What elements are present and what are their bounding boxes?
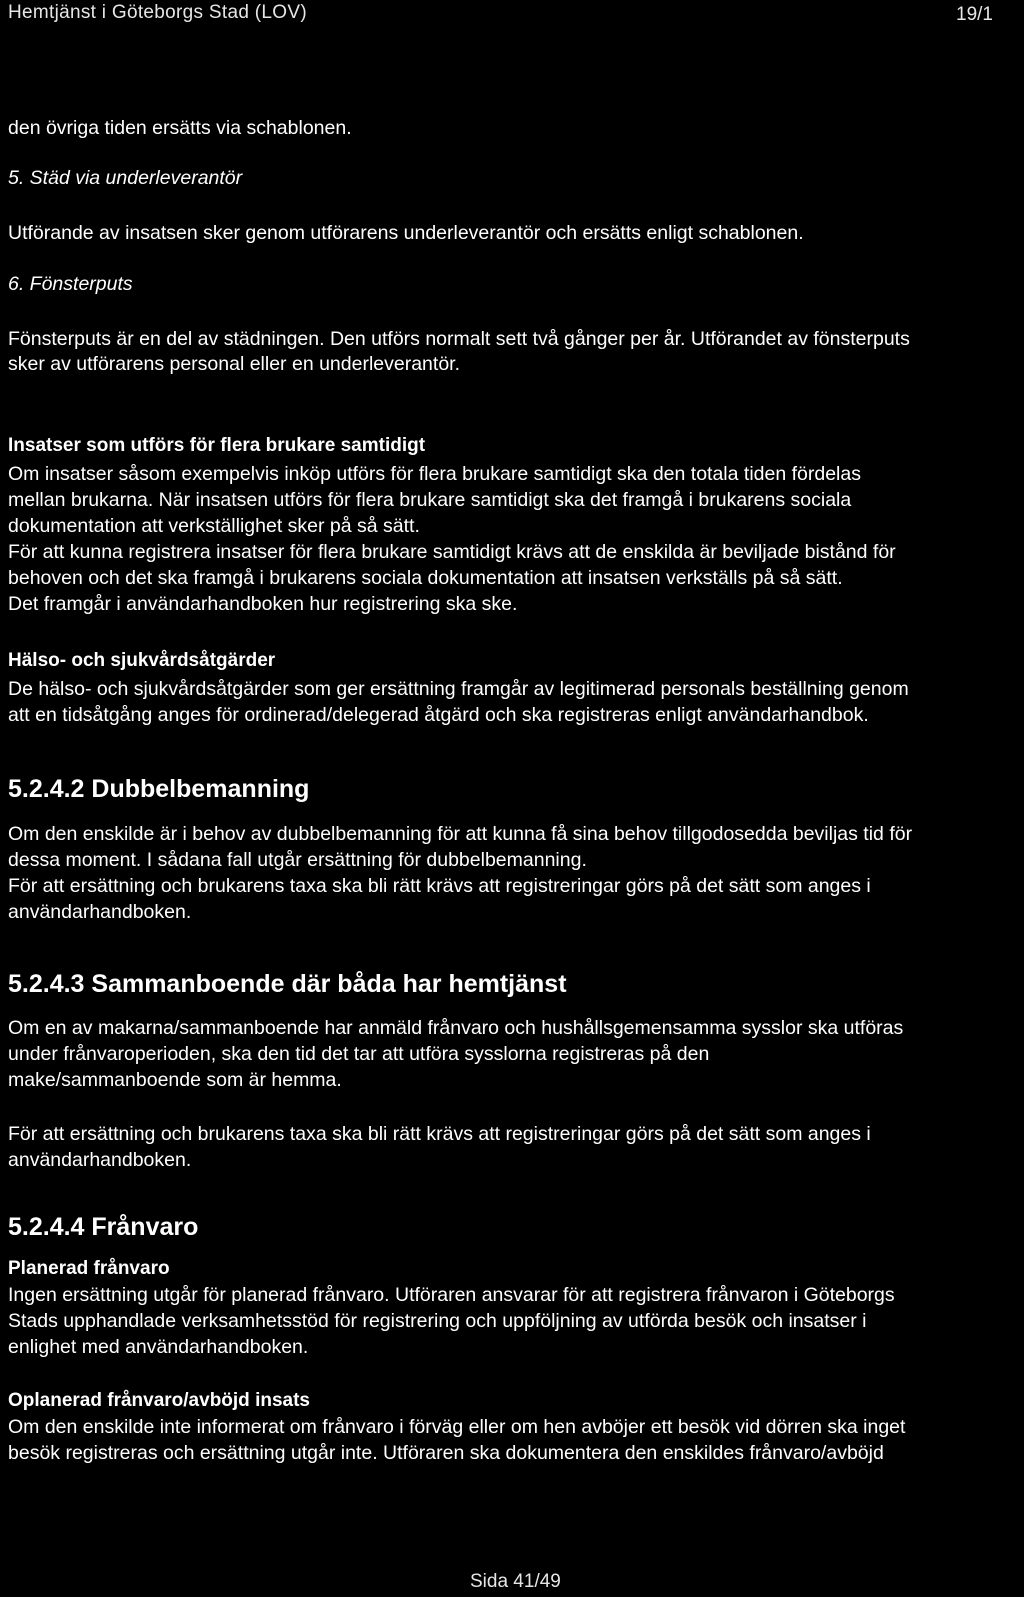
section-heading: 5.2.4.4 Frånvaro bbox=[8, 1213, 199, 1241]
paragraph-line: den övriga tiden ersätts via schablonen. bbox=[8, 117, 352, 139]
paragraph-line: under frånvaroperioden, ska den tid det tar att utföra sysslorna registreras på den bbox=[8, 1043, 710, 1065]
subheading: Hälso- och sjukvårdsåtgärder bbox=[8, 650, 276, 671]
paragraph-line: För att kunna registrera insatser för flera brukare samtidigt krävs att de enskilda är beviljade bistånd för bbox=[8, 541, 896, 563]
paragraph-line: Stads upphandlade verksamhetsstöd för registrering och uppföljning av utförda besök och insatser i bbox=[8, 1310, 867, 1332]
paragraph-line: Om den enskilde är i behov av dubbelbemanning för att kunna få sina behov tillgodosedda beviljas tid för bbox=[8, 823, 913, 845]
subheading: Oplanerad frånvaro/avböjd insats bbox=[8, 1390, 310, 1411]
paragraph-line: Om den enskilde inte informerat om frånvaro i förväg eller om hen avböjer ett besök vid dörren ska inget bbox=[8, 1416, 906, 1438]
paragraph-line: Fönsterputs är en del av städningen. Den utförs normalt sett två gånger per år. Utförandet av fönsterputs bbox=[8, 328, 910, 350]
paragraph-line: användarhandboken. bbox=[8, 901, 192, 923]
paragraph-line: Om en av makarna/sammanboende har anmäld frånvaro och hushållsgemensamma sysslor ska utföras bbox=[8, 1017, 904, 1039]
paragraph-line: Det framgår i användarhandboken hur registrering ska ske. bbox=[8, 593, 518, 615]
paragraph-line: Utförande av insatsen sker genom utförarens underleverantör och ersätts enligt schablonen. bbox=[8, 222, 804, 244]
paragraph-line: make/sammanboende som är hemma. bbox=[8, 1069, 342, 1091]
paragraph-line: Ingen ersättning utgår för planerad frånvaro. Utföraren ansvarar för att registrera frånvaron i Göteborgs bbox=[8, 1284, 895, 1306]
subheading: Insatser som utförs för flera brukare samtidigt bbox=[8, 435, 426, 456]
paragraph-line: För att ersättning och brukarens taxa ska bli rätt krävs att registreringar görs på det sätt som anges i bbox=[8, 875, 871, 897]
item-heading: 6. Fönsterputs bbox=[8, 273, 133, 295]
paragraph-line: De hälso- och sjukvårdsåtgärder som ger ersättning framgår av legitimerad personals beställning genom bbox=[8, 678, 909, 700]
item-heading: 5. Städ via underleverantör bbox=[8, 167, 243, 189]
paragraph-line: mellan brukarna. När insatsen utförs för flera brukare samtidigt ska det framgå i brukarens sociala bbox=[8, 489, 852, 511]
paragraph-line: dessa moment. I sådana fall utgår ersättning för dubbelbemanning. bbox=[8, 849, 587, 871]
section-heading: 5.2.4.3 Sammanboende där båda har hemtjänst bbox=[8, 970, 567, 998]
paragraph-line: besök registreras och ersättning utgår inte. Utföraren ska dokumentera den enskildes frånvaro/avböjd bbox=[8, 1442, 884, 1464]
subheading: Planerad frånvaro bbox=[8, 1258, 170, 1279]
paragraph-line: att en tidsåtgång anges för ordinerad/delegerad åtgärd och ska registreras enligt användarhandbok. bbox=[8, 704, 869, 726]
document-header-title: Hemtjänst i Göteborgs Stad (LOV) bbox=[8, 2, 307, 23]
paragraph-line: För att ersättning och brukarens taxa ska bli rätt krävs att registreringar görs på det sätt som anges i bbox=[8, 1123, 871, 1145]
paragraph-line: behoven och det ska framgå i brukarens sociala dokumentation att insatsen verkställs på så sätt. bbox=[8, 567, 843, 589]
paragraph-line: sker av utförarens personal eller en underleverantör. bbox=[8, 353, 461, 375]
paragraph-line: Om insatser såsom exempelvis inköp utförs för flera brukare samtidigt ska den totala tiden fördelas bbox=[8, 463, 861, 485]
document-version: 19/1 bbox=[956, 4, 993, 25]
paragraph-line: enlighet med användarhandboken. bbox=[8, 1336, 309, 1358]
page-number: Sida 41/49 bbox=[470, 1571, 561, 1592]
paragraph-line: användarhandboken. bbox=[8, 1149, 192, 1171]
paragraph-line: dokumentation att verkställighet sker på så sätt. bbox=[8, 515, 420, 537]
section-heading: 5.2.4.2 Dubbelbemanning bbox=[8, 775, 310, 803]
